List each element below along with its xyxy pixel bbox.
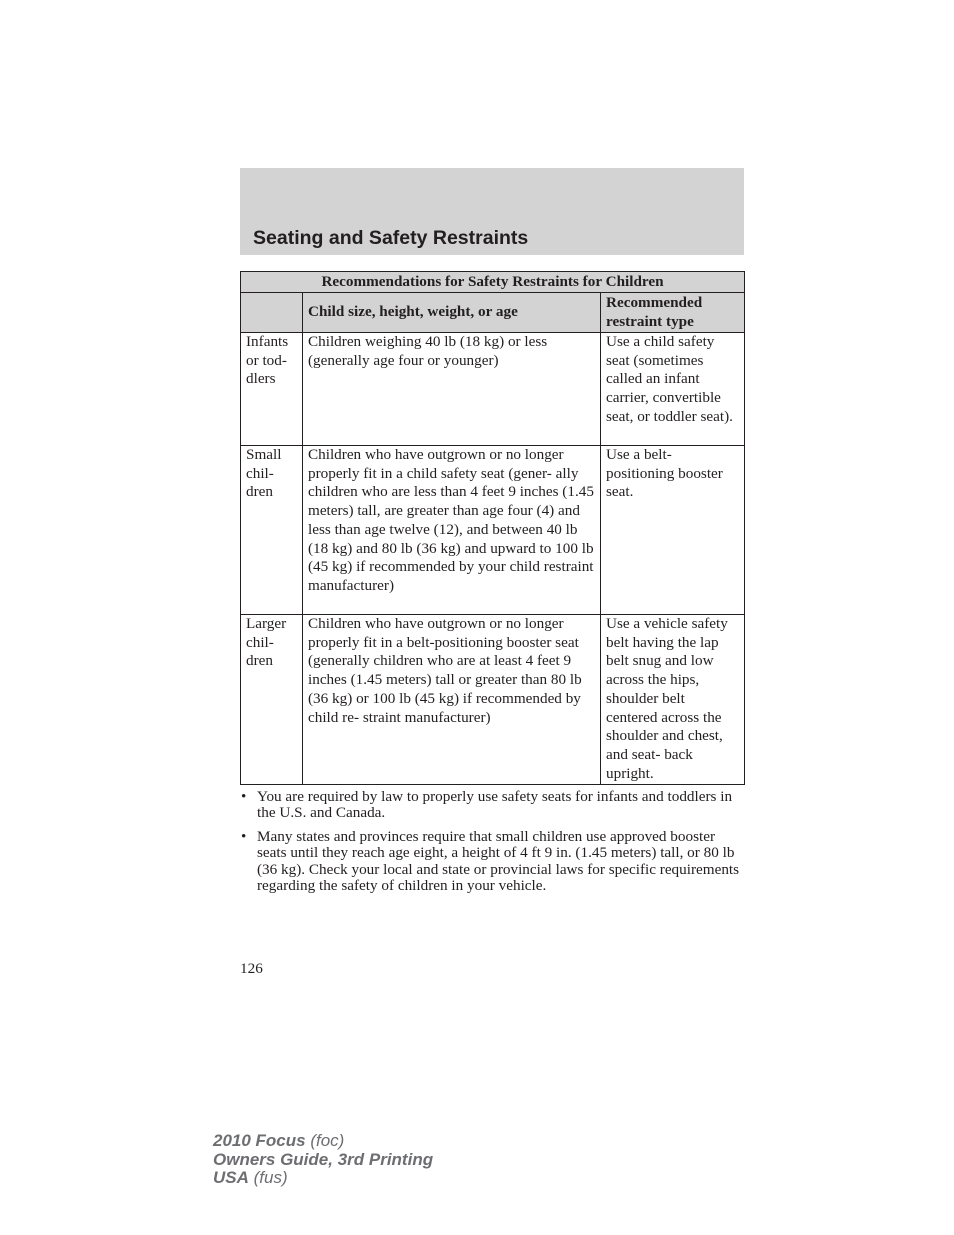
bullet-text: Many states and provinces require that small children use approved booster seats until they reach age eight, a height of 4 ft 9 in. (1.45 meters) tall, or 80 lb (36 kg). Check your local and state or provincial laws for specific requirements regarding the safety of children in your vehicle. bbox=[257, 827, 740, 895]
footer-guide: Owners Guide, 3rd Printing bbox=[213, 1149, 434, 1169]
category-label: Small chil- dren bbox=[246, 446, 282, 501]
footer-model-code: (foc) bbox=[310, 1131, 345, 1150]
table-caption: Recommendations for Safety Restraints for Children bbox=[241, 272, 745, 293]
column-header-category bbox=[241, 293, 303, 333]
row-restraint-larger-children: Use a vehicle safety belt having the lap belt snug and low across the hips, shoulder belt centered across the shoulder and chest, and seat- back upright. bbox=[601, 615, 745, 785]
row-category-small-children bbox=[241, 446, 303, 615]
row-restraint-infants: Use a child safety seat (sometimes called an infant carrier, convertible seat, or toddler seat). bbox=[601, 333, 745, 446]
table-row bbox=[241, 333, 745, 446]
restraints-table bbox=[240, 271, 745, 785]
footer-line-2 bbox=[213, 1151, 433, 1170]
footer-market: USA bbox=[213, 1168, 249, 1187]
section-header-band bbox=[240, 168, 744, 255]
table-row bbox=[241, 446, 745, 615]
footer-market-code: (fus) bbox=[253, 1168, 288, 1187]
table-caption-row bbox=[241, 272, 745, 293]
table-row bbox=[241, 615, 745, 785]
bullet-text: You are required by law to properly use safety seats for infants and toddlers in the U.S. and Canada. bbox=[257, 788, 733, 822]
table-header-row bbox=[241, 293, 745, 333]
row-restraint-small-children: Use a belt- positioning booster seat. bbox=[601, 446, 745, 615]
row-size-small-children: Children who have outgrown or no longer properly fit in a child safety seat (gener- ally children who are less than 4 feet 9 inches (1.45 meters) tall, are greater than age four (4) and less than age twelve (12), and between 40 lb (18 kg) and 80 lb (36 kg) and upward to 100 lb (45 kg) if recommended by your child restraint manufacturer) bbox=[303, 446, 601, 615]
row-category-infants bbox=[241, 333, 303, 446]
category-label: Infants or tod- dlers bbox=[246, 333, 289, 388]
notes-list bbox=[240, 789, 744, 901]
footer-line-3 bbox=[213, 1169, 433, 1188]
list-item bbox=[240, 789, 744, 822]
footer-line-1 bbox=[213, 1132, 433, 1151]
bullet-icon: • bbox=[241, 827, 247, 845]
footer-model: 2010 Focus bbox=[213, 1131, 306, 1150]
document-footer bbox=[213, 1132, 433, 1188]
section-title: Seating and Safety Restraints bbox=[253, 227, 529, 249]
row-category-larger-children bbox=[241, 615, 303, 785]
row-size-infants: Children weighing 40 lb (18 kg) or less (generally age four or younger) bbox=[303, 333, 601, 446]
column-header-size: Child size, height, weight, or age bbox=[303, 293, 601, 333]
page-number: 126 bbox=[240, 960, 263, 977]
column-header-restraint: Recommended restraint type bbox=[601, 293, 745, 333]
row-size-larger-children: Children who have outgrown or no longer properly fit in a belt-positioning booster seat (generally children who are at least 4 feet 9 inches (1.45 meters) tall or greater than 80 lb (36 kg) or 100 lb (45 kg) if recommended by child re- straint manufacturer) bbox=[303, 615, 601, 785]
category-label: Larger chil- dren bbox=[246, 615, 287, 670]
bullet-icon: • bbox=[241, 788, 247, 805]
list-item bbox=[240, 829, 744, 895]
